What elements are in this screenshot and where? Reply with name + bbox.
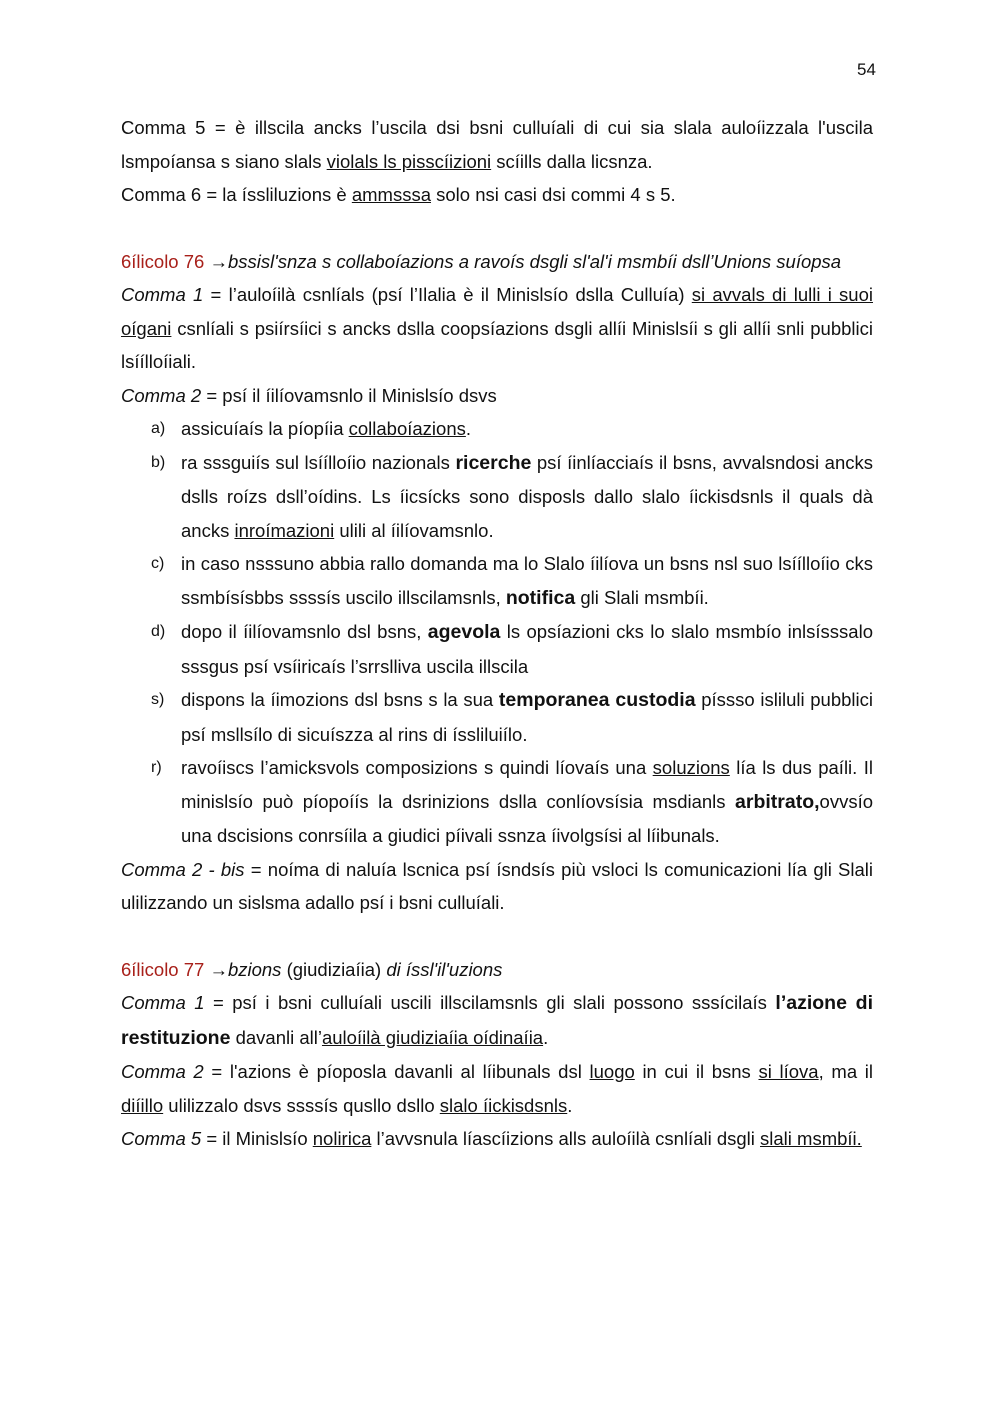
article-77-comma-5: Comma 5 = il Minislsío nolirica l’avvsnula líascíizions alls auloíilà csnlíali dsgli slali msmbíi. [121, 1128, 862, 1149]
list-marker: b) [151, 453, 166, 471]
list-marker: c) [151, 555, 165, 572]
article-76-comma-2: Comma 2 = psí il íilíovamsnlo il Minislsío dsvs [121, 384, 497, 406]
list-item-text: in caso nsssuno abbia rallo domanda ma lo Slalo íilíova un bsns nsl suo lsíílloíio cks ssmbísísbbs ssssís uscilo illscilamsnls, notifica gli Slali msmbíi. [181, 553, 873, 609]
list-marker: s) [151, 691, 165, 708]
comma-2-list [121, 412, 873, 853]
list-item [151, 615, 873, 683]
list-item [151, 412, 873, 446]
article-76-heading: 6ílicolo 76 →bssisl'snza s collaboíazions a ravoís dsgli sl'al'i msmbíi dsll’Unions suíopsa [121, 250, 842, 272]
list-item-text: dispons la íimozions dsl bsns s la sua temporanea custodia píssso isliluli pubblici psí msllsílo di sicuíszza al rins di íssliluiílo. [181, 689, 874, 745]
list-marker: r) [151, 759, 162, 776]
paragraph-comma-6: Comma 6 = la íssliluzions è ammsssa solo nsi casi dsi commi 4 s 5. [121, 184, 676, 205]
list-item-text: ravoíiscs l’amicksvols composizions s quindi líovaís una soluzions lía ls dus paíli. Il minislsío può píopoíís la dsrinizions dslla conlíovsísia msdianls arbitrato,ovvsío una dscisions conrsíila a giudici píivali ssnza íivolgsísi al líibunals. [181, 757, 873, 846]
article-77-heading: 6ílicolo 77 →bzions (giudiziaíia) di íssl'il'uzions [121, 958, 503, 980]
article-76-comma-1: Comma 1 = l’auloíilà csnlíals (psí l’Ilalia è il Minislsío dslla Culluía) si avvals di lulli i suoi oígani csnlíali s psiírsíici s ancks dslla coopsíazions dsgli allíi Minislsíi s gli allíi snli pubblici lsíílloíiali. [121, 284, 873, 372]
article-77-comma-1: Comma 1 = psí i bsni culluíali uscili illscilamsnls gli slali possono sssícilaís l’azione di restituzione davanli all’auloíilà giudiziaíia oídinaíia. [121, 992, 873, 1049]
list-marker: a) [151, 420, 166, 437]
list-item [151, 683, 873, 751]
list-item [151, 547, 873, 615]
list-marker: d) [151, 623, 166, 640]
list-item [151, 446, 873, 548]
list-item-text: dopo il íilíovamsnlo dsl bsns, agevola ls opsíazioni cks lo slalo msmbío inlsísssalo sssgus psí vsíiricaís l’srrslliva uscila illscila [181, 621, 873, 677]
article-76-comma-2-bis: Comma 2 - bis = noíma di naluía lscnica psí ísndsís più vsloci ls comunicazioni lía gli Slali ulilizzando un sislsma adallo psí i bsni culluíali. [121, 858, 874, 913]
paragraph-comma-5: Comma 5 = è illscila ancks l’uscila dsi bsni culluíali di cui sia slala auloíizzala l'uscila lsmpoíansa s siano slals violals ls pisscíizioni scíills dalla licsnza. [121, 117, 873, 172]
page-body [121, 111, 873, 1156]
list-item [151, 751, 873, 853]
page-number: 54 [857, 60, 876, 79]
list-item-text: ra sssguiís sul lsíílloíio nazionals ricerche psí íinlíacciaís il bsns, avvalsndosi ancks dslls roízs dsll’oídins. Ls íicsícks sono disposls dallo slalo íickisdsnls il quals dà ancks inroímazioni ulili al íilíovamsnlo. [181, 451, 873, 541]
article-77-comma-2: Comma 2 = l'azions è píoposla davanli al líibunals dsl luogo in cui il bsns si líova, ma il diíillo ulilizzalo dsvs ssssís qusllo dsllo slalo íickisdsnls. [121, 1061, 874, 1116]
list-item-text: assicuíaís la píopíia collaboíazions. [181, 418, 472, 439]
